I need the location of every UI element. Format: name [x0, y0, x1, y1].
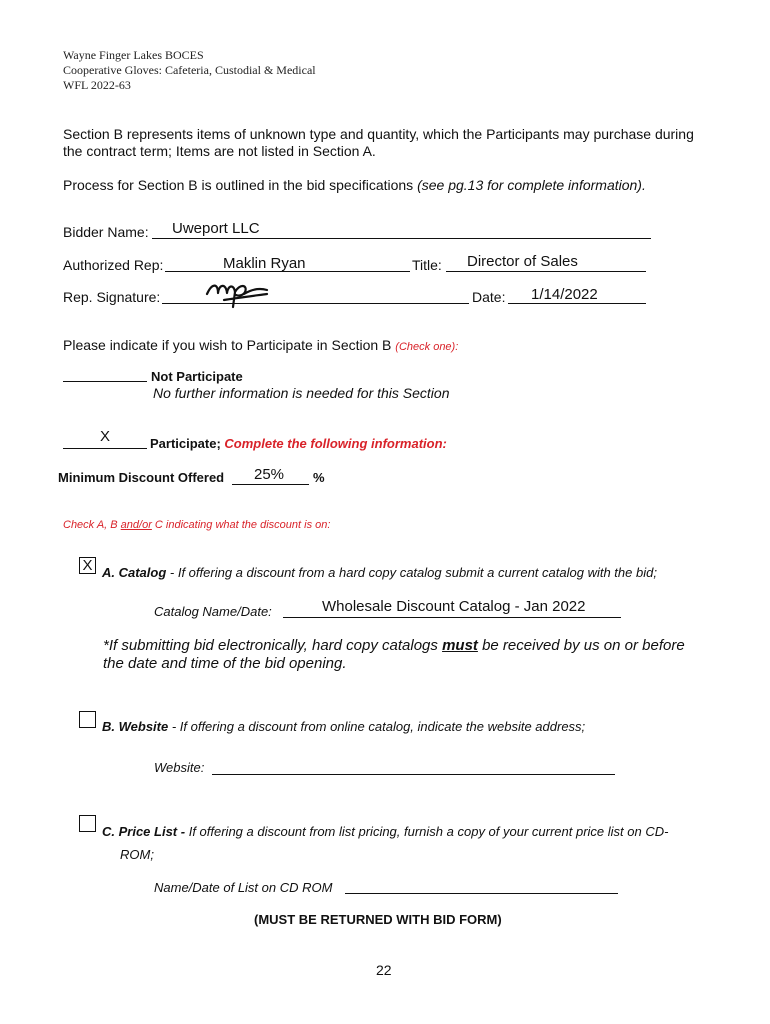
not-participate-note: No further information is needed for this Section	[153, 385, 450, 401]
date-label: Date:	[472, 289, 506, 305]
website-field[interactable]	[212, 774, 615, 775]
title-field[interactable]: Director of Sales	[467, 253, 578, 270]
discount-instruction	[63, 519, 330, 531]
title-label: Title:	[412, 257, 442, 273]
price-list-option	[102, 824, 668, 839]
catalog-note-must: must	[442, 637, 478, 654]
catalog-note-suffix: be received by us on or before	[477, 637, 685, 654]
discount-suffix: %	[313, 470, 325, 485]
discount-field[interactable]: 25%	[254, 466, 285, 483]
price-list-title: C. Price List -	[102, 824, 189, 839]
authorized-rep-label: Authorized Rep:	[63, 257, 164, 273]
catalog-option	[102, 565, 657, 580]
intro-line-2: the contract term; Items are not listed in Section A.	[63, 143, 376, 159]
catalog-checkbox[interactable]: X	[79, 557, 96, 574]
participate-mark[interactable]: X	[100, 428, 111, 445]
participation-question-note: (Check one):	[395, 341, 459, 353]
instruction-prefix: Check A, B	[63, 519, 121, 531]
catalog-note-line-1	[103, 637, 685, 654]
price-list-checkbox[interactable]	[79, 815, 96, 832]
participation-question	[63, 337, 458, 353]
must-return-note: (MUST BE RETURNED WITH BID FORM)	[254, 912, 502, 927]
not-participate-line[interactable]	[63, 381, 147, 382]
catalog-name-field[interactable]: Wholesale Discount Catalog - Jan 2022	[322, 598, 586, 615]
participate-note: Complete the following information:	[224, 436, 447, 451]
catalog-note-prefix: *If submitting bid electronically, hard copy catalogs	[103, 637, 443, 654]
bidder-name-field[interactable]: Uweport LLC	[172, 220, 260, 237]
website-desc: - If offering a discount from online catalog, indicate the website address;	[168, 719, 586, 734]
bidder-name-line	[152, 238, 651, 239]
process-note	[63, 177, 646, 193]
process-reference: (see pg.13 for complete information).	[417, 177, 646, 193]
participation-question-text: Please indicate if you wish to Participate in Section B	[63, 337, 396, 353]
catalog-title: A. Catalog	[102, 565, 167, 580]
authorized-rep-field[interactable]: Maklin Ryan	[223, 255, 306, 272]
website-label: Website:	[154, 760, 205, 775]
title-line	[446, 271, 646, 272]
instruction-suffix: C indicating what the discount is on:	[151, 519, 331, 531]
website-option	[102, 719, 585, 734]
intro-line-1: Section B represents items of unknown type and quantity, which the Participants may purchase during	[63, 126, 694, 142]
signature-image[interactable]	[203, 280, 271, 310]
catalog-name-label: Catalog Name/Date:	[154, 604, 272, 619]
bidder-name-label: Bidder Name:	[63, 224, 149, 240]
price-list-desc: If offering a discount from list pricing, furnish a copy of your current price list on CD-	[188, 824, 669, 839]
not-participate-label: Not Participate	[151, 369, 243, 384]
participate-line	[63, 448, 147, 449]
price-list-desc-line-2: ROM;	[120, 847, 154, 862]
price-list-name-label: Name/Date of List on CD ROM	[154, 880, 333, 895]
participate-label: Participate;	[150, 436, 225, 451]
discount-label: Minimum Discount Offered	[58, 470, 225, 485]
website-title: B. Website	[102, 719, 169, 734]
participate-option	[150, 436, 447, 451]
website-checkbox[interactable]	[79, 711, 96, 728]
instruction-andor: and/or	[120, 519, 152, 531]
date-field[interactable]: 1/14/2022	[531, 286, 598, 303]
price-list-name-field[interactable]	[345, 893, 618, 894]
rep-signature-label: Rep. Signature:	[63, 289, 161, 305]
catalog-desc: - If offering a discount from a hard copy catalog submit a current catalog with the bid;	[166, 565, 657, 580]
header-bid-number: WFL 2022-63	[63, 78, 131, 92]
discount-line	[232, 484, 309, 485]
catalog-note-line-2: the date and time of the bid opening.	[103, 655, 347, 672]
page-number: 22	[376, 962, 392, 978]
header-org: Wayne Finger Lakes BOCES	[63, 48, 204, 62]
process-text: Process for Section B is outlined in the bid specifications	[63, 177, 418, 193]
header-bid-title: Cooperative Gloves: Cafeteria, Custodial & Medical	[63, 63, 316, 77]
catalog-name-line	[283, 617, 621, 618]
date-line	[508, 303, 646, 304]
